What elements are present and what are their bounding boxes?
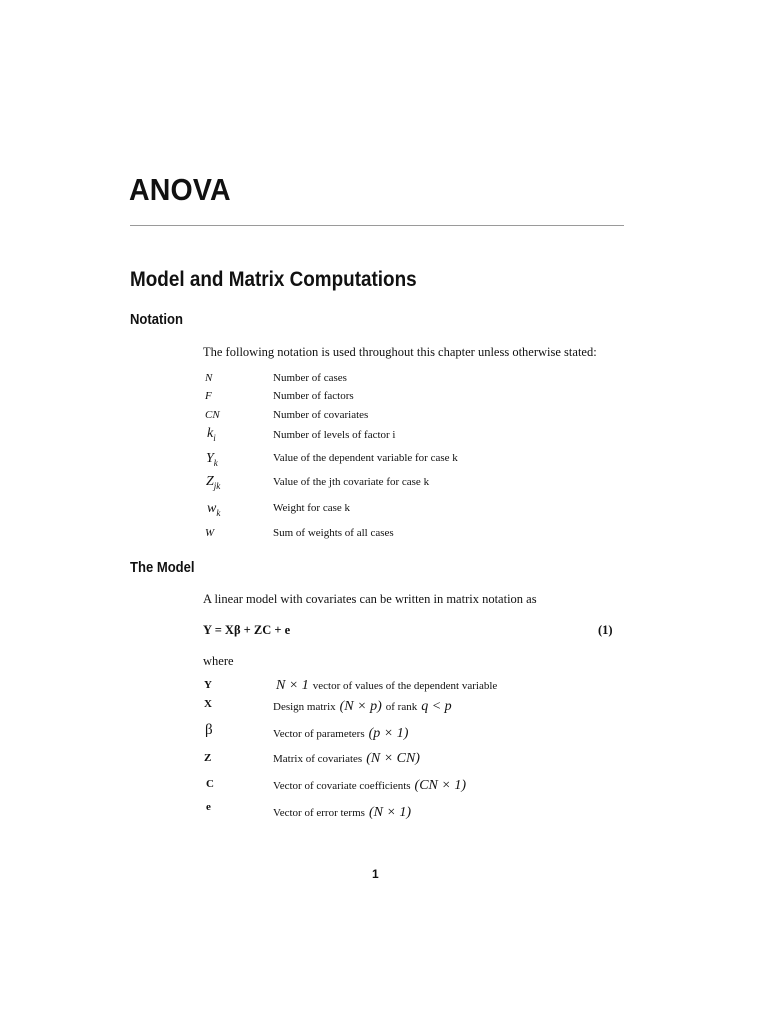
notation-symbol: CN bbox=[205, 409, 220, 421]
notation-desc: Value of the jth covariate for case k bbox=[273, 476, 430, 488]
notation-symbol: N bbox=[205, 372, 213, 384]
term-symbol: Y bbox=[204, 679, 212, 691]
notation-desc: Weight for case k bbox=[273, 502, 350, 514]
notation-heading: Notation bbox=[130, 312, 183, 328]
title-divider bbox=[130, 225, 624, 226]
model-intro: A linear model with covariates can be written in matrix notation as bbox=[203, 592, 537, 606]
term-desc: Vector of covariate coefficients (CN × 1) bbox=[273, 778, 466, 793]
notation-intro: The following notation is used throughout this chapter unless otherwise stated: bbox=[203, 345, 597, 359]
notation-desc: Value of the dependent variable for case k bbox=[273, 452, 458, 464]
notation-symbol: $w_k$ bbox=[207, 501, 221, 518]
term-symbol: e bbox=[206, 801, 211, 813]
notation-symbol: W bbox=[205, 527, 215, 539]
notation-desc: Number of factors bbox=[273, 390, 354, 402]
term-symbol: C bbox=[206, 778, 214, 790]
notation-desc: Sum of weights of all cases bbox=[273, 527, 394, 539]
notation-symbol: $Z_{jk}$ bbox=[206, 474, 221, 491]
notation-desc: Number of levels of factor i bbox=[273, 429, 396, 441]
term-desc: Vector of parameters (p × 1) bbox=[273, 726, 409, 741]
model-heading: The Model bbox=[130, 560, 195, 576]
notation-desc: Number of cases bbox=[273, 372, 347, 384]
term-symbol: β bbox=[205, 722, 213, 738]
term-symbol: X bbox=[204, 698, 212, 710]
notation-symbol: $Y_k$ bbox=[206, 451, 218, 468]
page-number: 1 bbox=[372, 867, 379, 881]
notation-symbol: F bbox=[205, 390, 212, 402]
notation-desc: Number of covariates bbox=[273, 409, 369, 421]
chapter-title: ANOVA bbox=[129, 172, 231, 207]
section-title: Model and Matrix Computations bbox=[130, 268, 417, 291]
term-desc: Matrix of covariates (N × CN) bbox=[273, 751, 420, 766]
term-desc: N × 1 vector of values of the dependent variable bbox=[276, 678, 498, 693]
equation-number: (1) bbox=[598, 623, 613, 637]
term-desc: Design matrix (N × p) of rank q < p bbox=[273, 699, 452, 714]
model-equation: Y = Xβ + ZC + e bbox=[203, 623, 291, 637]
term-desc: Vector of error terms (N × 1) bbox=[273, 805, 412, 820]
term-symbol: Z bbox=[204, 752, 212, 764]
where-label: where bbox=[203, 654, 234, 668]
notation-symbol: $k_i$ bbox=[207, 426, 216, 443]
